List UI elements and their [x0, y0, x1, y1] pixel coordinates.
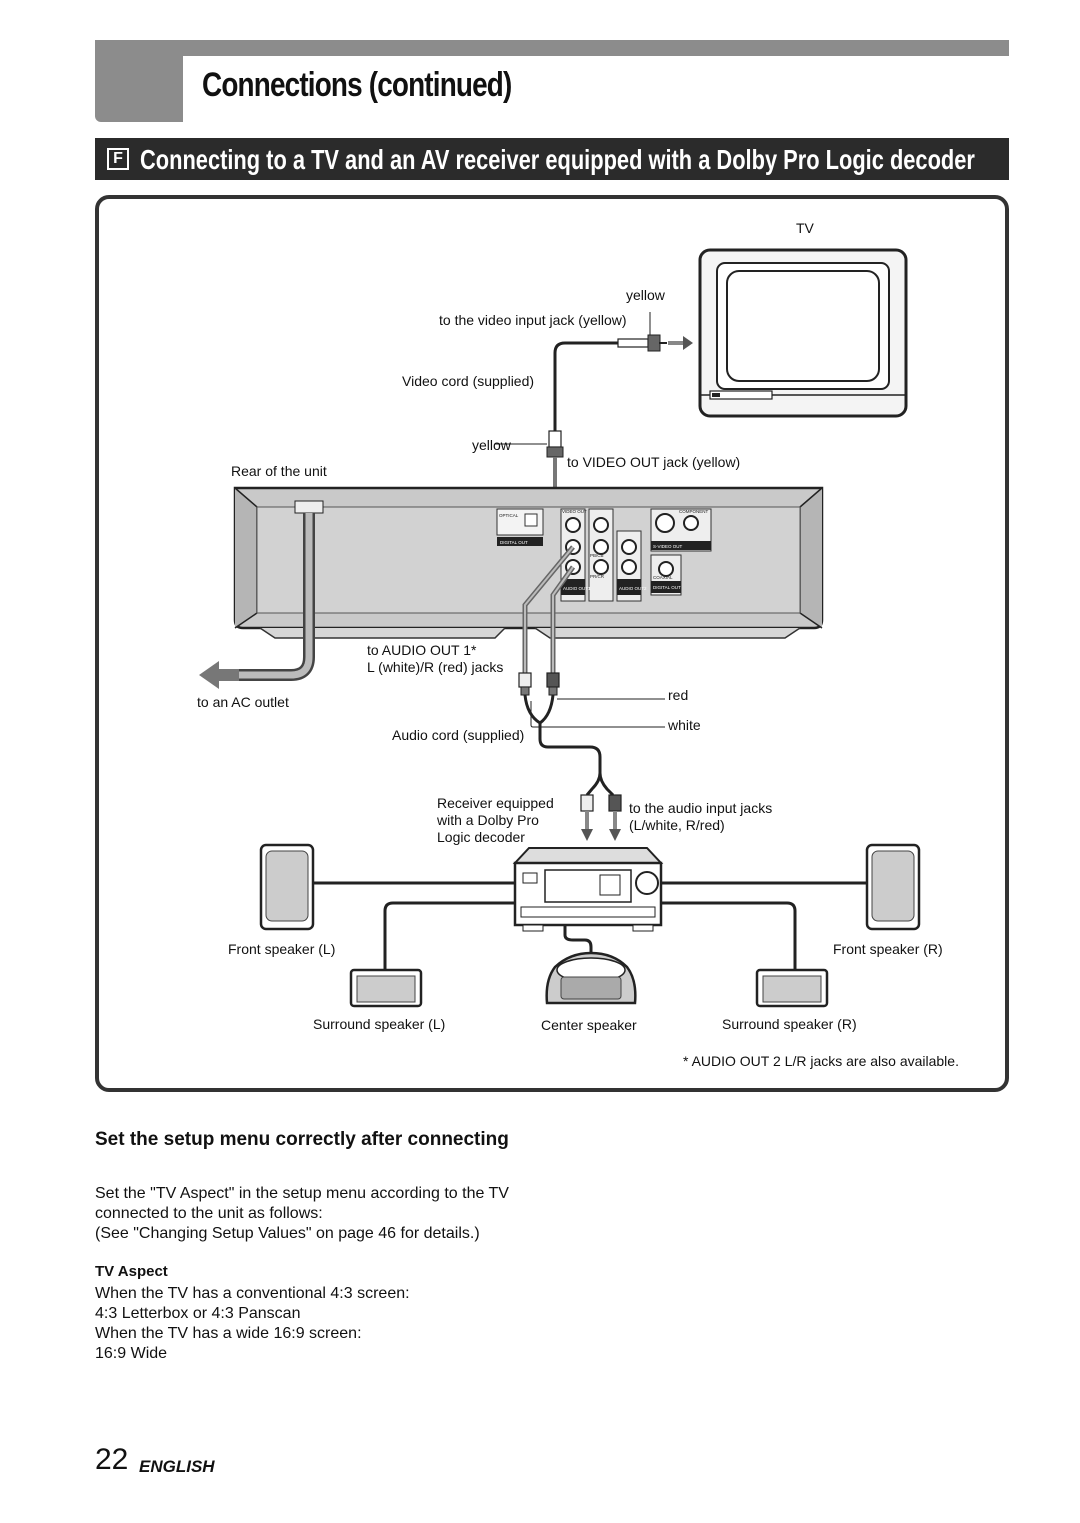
- label-digital-out2: DIGITAL OUT: [653, 585, 681, 590]
- tv-input-arrow-icon: [668, 336, 693, 350]
- surround-speaker-right-illustration: [757, 970, 827, 1006]
- tv-aspect-heading: TV Aspect: [95, 1263, 168, 1280]
- section-title: Connecting to a TV and an AV receiver equipped with a Dolby Pro Logic decoder: [140, 144, 975, 175]
- section-letter-badge: F: [107, 148, 129, 170]
- rear-of-unit-label: Rear of the unit: [231, 463, 327, 479]
- audio-plug-white: [519, 673, 531, 695]
- lr-jacks-label: L (white)/R (red) jacks: [367, 659, 504, 675]
- label-pr-cr: PR/CR: [590, 574, 605, 579]
- audio-out-label: to AUDIO OUT 1*: [367, 642, 477, 658]
- audio-plug-red: [547, 673, 559, 695]
- label-component: COMPONENT: [679, 509, 709, 514]
- center-speaker-illustration: [547, 953, 636, 1003]
- front-speaker-left-label: Front speaker (L): [228, 941, 336, 957]
- audio-input-label-line1: to the audio input jacks: [629, 800, 773, 816]
- surround-speaker-left-illustration: [351, 970, 421, 1006]
- setup-line-3: (See "Changing Setup Values" on page 46 for details.): [95, 1225, 480, 1242]
- tv-label: TV: [796, 220, 814, 236]
- video-cord-label: Video cord (supplied): [402, 373, 535, 389]
- white-label: white: [668, 717, 701, 733]
- label-audio-out2: AUDIO OUT2: [619, 586, 647, 591]
- aspect-line-2: 4:3 Letterbox or 4:3 Panscan: [95, 1305, 301, 1322]
- label-optical: OPTICAL: [499, 513, 519, 518]
- tv-illustration: [700, 250, 906, 416]
- surround-speaker-right-label: Surround speaker (R): [722, 1016, 857, 1032]
- setup-line-1: Set the "TV Aspect" in the setup menu according to the TV: [95, 1185, 509, 1202]
- footnote: * AUDIO OUT 2 L/R jacks are also available.: [683, 1053, 959, 1069]
- aspect-line-1: When the TV has a conventional 4:3 screen:: [95, 1285, 410, 1302]
- aspect-line-4: 16:9 Wide: [95, 1345, 168, 1362]
- front-speaker-right-label: Front speaker (R): [833, 941, 943, 957]
- unit-rear-panel: [235, 488, 822, 638]
- receiver-plugs: [581, 795, 621, 841]
- surround-speaker-left-label: Surround speaker (L): [313, 1016, 446, 1032]
- page-number: 22: [95, 1443, 129, 1476]
- connection-diagram: [95, 195, 1009, 1092]
- center-speaker-label: Center speaker: [541, 1017, 637, 1033]
- label-s-video-out: S-VIDEO OUT: [653, 544, 683, 549]
- receiver-label-line3: Logic decoder: [437, 829, 525, 845]
- av-receiver-illustration: [515, 848, 661, 931]
- label-coaxial: COAXIAL: [653, 575, 673, 580]
- video-out-label: to VIDEO OUT jack (yellow): [567, 454, 741, 470]
- label-pb-cb: PB/CB: [590, 553, 604, 558]
- header-tab: [95, 40, 183, 122]
- yellow-top-label: yellow: [626, 287, 665, 303]
- receiver-label-line1: Receiver equipped: [437, 795, 554, 811]
- setup-heading: Set the setup menu correctly after connecting: [95, 1129, 509, 1150]
- setup-line-2: connected to the unit as follows:: [95, 1205, 323, 1222]
- front-speaker-left-illustration: [261, 845, 313, 929]
- video-input-label: to the video input jack (yellow): [439, 312, 627, 328]
- page-title: Connections (continued): [202, 66, 512, 104]
- receiver-label-line2: with a Dolby Pro: [437, 812, 539, 828]
- label-audio-out1: AUDIO OUT1: [563, 586, 591, 591]
- audio-cord-label: Audio cord (supplied): [392, 727, 525, 743]
- label-digital-out: DIGITAL OUT: [500, 540, 528, 545]
- red-label: red: [668, 687, 689, 703]
- language-label: ENGLISH: [139, 1457, 215, 1476]
- audio-input-label-line2: (L/white, R/red): [629, 817, 725, 833]
- ac-outlet-label: to an AC outlet: [197, 694, 289, 710]
- yellow-bottom-label: yellow: [472, 437, 511, 453]
- label-video-out: VIDEO OUT: [562, 509, 587, 514]
- ac-outlet-arrow-icon: [199, 661, 239, 689]
- aspect-line-3: When the TV has a wide 16:9 screen:: [95, 1325, 362, 1342]
- header-bar: [95, 40, 1009, 56]
- front-speaker-right-illustration: [867, 845, 919, 929]
